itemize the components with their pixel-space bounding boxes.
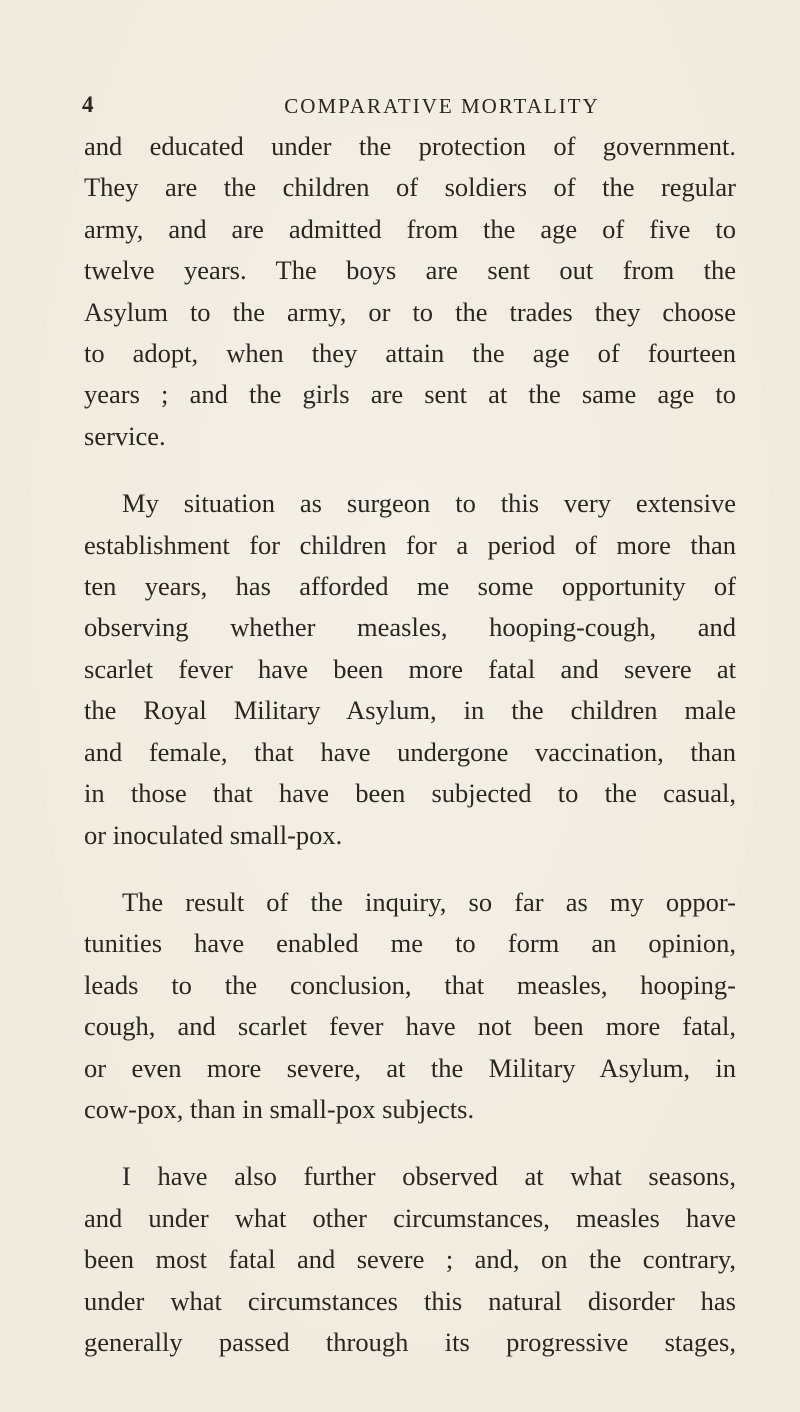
- text-line: Asylum to the army, or to the trades they choose: [84, 296, 736, 327]
- page-header: [82, 92, 742, 122]
- text-line: generally passed through its progressive stages,: [84, 1326, 736, 1357]
- text-line: cough, and scarlet fever have not been more fatal,: [84, 1011, 736, 1042]
- page-number: 4: [82, 92, 94, 117]
- text-line: years ; and the girls are sent at the same age to: [84, 379, 736, 410]
- text-line: My situation as surgeon to this very extensive: [122, 488, 736, 519]
- text-line: leads to the conclusion, that measles, hooping-: [84, 969, 736, 1000]
- text-line: observing whether measles, hooping-cough, and: [84, 612, 736, 643]
- body-text: [84, 126, 736, 1363]
- text-line: establishment for children for a period of more than: [84, 529, 736, 560]
- running-head: COMPARATIVE MORTALITY: [284, 94, 600, 118]
- paragraph-1: [84, 126, 736, 457]
- text-line: in those that have been subjected to the casual,: [84, 778, 736, 809]
- text-line: or even more severe, at the Military Asylum, in: [84, 1052, 736, 1083]
- text-line: tunities have enabled me to form an opinion,: [84, 928, 736, 959]
- paragraph-2: [84, 483, 736, 856]
- text-line: under what circumstances this natural disorder has: [84, 1285, 736, 1316]
- text-line: been most fatal and severe ; and, on the contrary,: [84, 1244, 736, 1275]
- text-line: ten years, has afforded me some opportunity of: [84, 571, 736, 602]
- text-line: They are the children of soldiers of the regular: [84, 172, 736, 203]
- paragraph-4: [84, 1156, 736, 1363]
- text-line: twelve years. The boys are sent out from the: [84, 255, 736, 286]
- paragraph-3: [84, 882, 736, 1130]
- text-line: to adopt, when they attain the age of fourteen: [84, 338, 736, 369]
- text-line: service.: [84, 420, 166, 451]
- text-line: army, and are admitted from the age of five to: [84, 213, 736, 244]
- text-line: The result of the inquiry, so far as my oppor-: [122, 886, 736, 917]
- text-line: I have also further observed at what seasons,: [122, 1161, 736, 1192]
- text-line: cow-pox, than in small-pox subjects.: [84, 1093, 475, 1124]
- text-line: and female, that have undergone vaccination, than: [84, 736, 736, 767]
- text-line: or inoculated small-pox.: [84, 819, 343, 850]
- text-line: scarlet fever have been more fatal and severe at: [84, 653, 736, 684]
- text-line: the Royal Military Asylum, in the children male: [84, 695, 736, 726]
- text-line: and educated under the protection of government.: [84, 131, 736, 161]
- text-line: and under what other circumstances, measles have: [84, 1202, 736, 1233]
